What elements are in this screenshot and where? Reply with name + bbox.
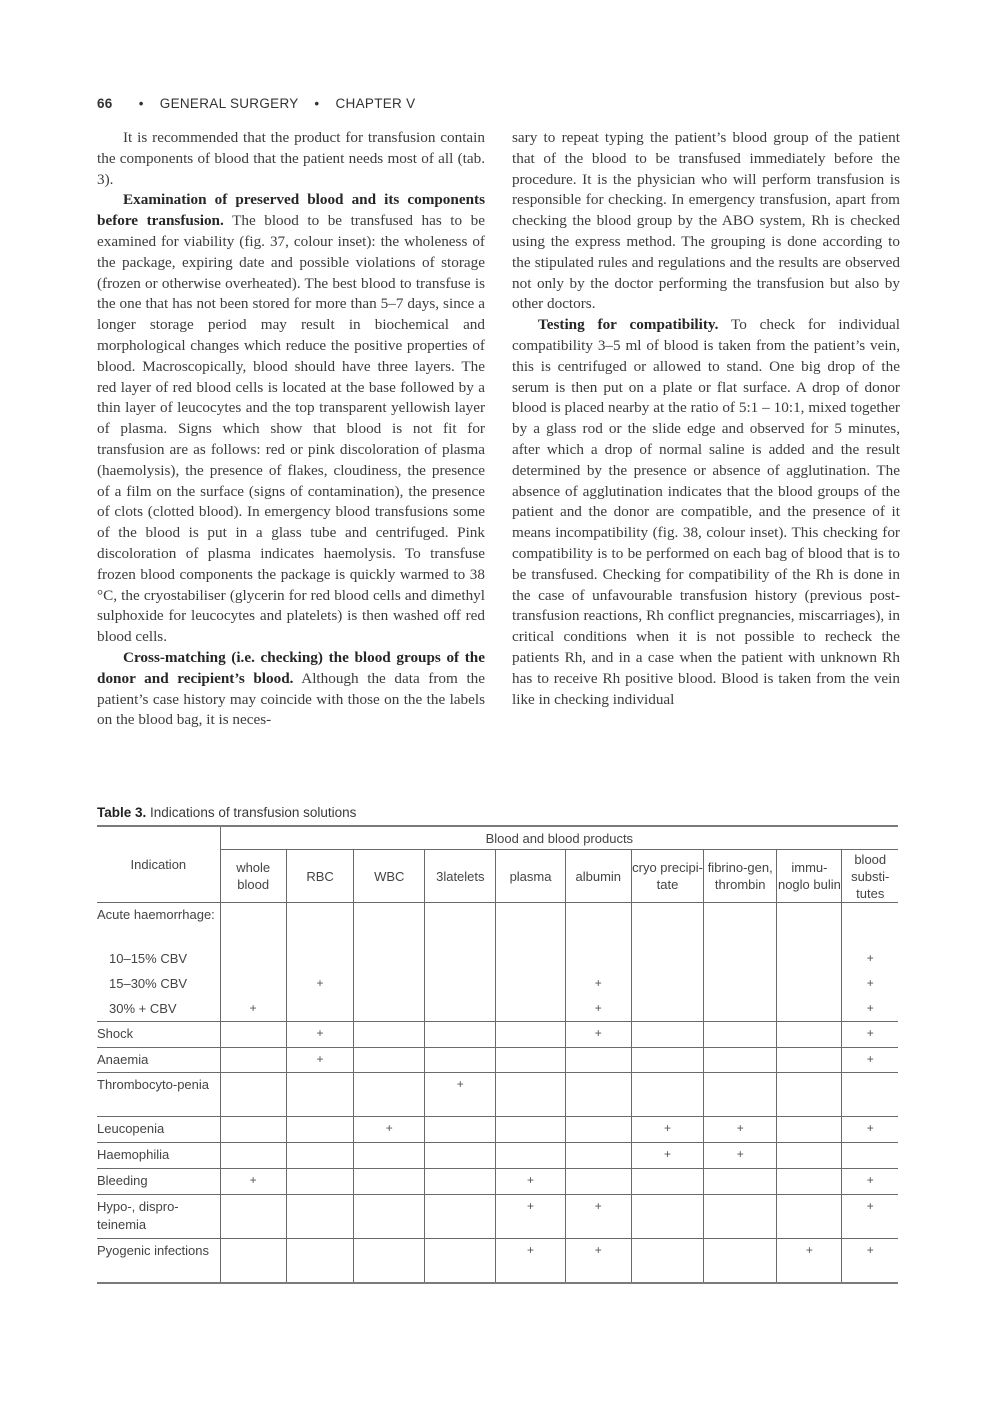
indicated-mark: + [777, 1239, 842, 1283]
empty-cell [354, 947, 425, 972]
empty-cell [565, 1143, 631, 1169]
empty-cell [286, 1195, 354, 1239]
empty-cell [354, 903, 425, 947]
empty-cell [704, 1022, 777, 1048]
table-row [97, 1073, 898, 1117]
empty-cell [777, 903, 842, 947]
empty-cell [425, 1143, 496, 1169]
empty-cell [496, 1117, 565, 1143]
empty-cell [220, 972, 286, 997]
empty-cell [425, 997, 496, 1022]
empty-cell [777, 1143, 842, 1169]
empty-cell [631, 903, 703, 947]
indicated-mark: + [704, 1117, 777, 1143]
empty-cell [220, 947, 286, 972]
empty-cell [704, 997, 777, 1022]
left-text-column [97, 128, 485, 731]
empty-cell [425, 1117, 496, 1143]
empty-cell [777, 1117, 842, 1143]
indicated-mark: + [496, 1239, 565, 1283]
empty-cell [704, 947, 777, 972]
indication-cell: 30% + CBV [97, 997, 220, 1022]
table-caption [97, 805, 356, 820]
empty-cell [354, 1195, 425, 1239]
table-row [97, 1195, 898, 1239]
table-row [97, 903, 898, 947]
indicated-mark: + [842, 972, 898, 997]
indicated-mark: + [842, 1169, 898, 1195]
transfusion-indications-table [97, 825, 898, 1284]
column-header: RBC [286, 850, 354, 903]
indicated-mark: + [565, 1022, 631, 1048]
indicated-mark: + [842, 1117, 898, 1143]
empty-cell [220, 1117, 286, 1143]
column-header: whole blood [220, 850, 286, 903]
indicated-mark: + [220, 997, 286, 1022]
empty-cell [631, 1169, 703, 1195]
empty-cell [777, 1169, 842, 1195]
empty-cell [286, 1143, 354, 1169]
indicated-mark: + [286, 1022, 354, 1048]
table-row [97, 972, 898, 997]
empty-cell [777, 1195, 842, 1239]
indicated-mark: + [496, 1195, 565, 1239]
empty-cell [777, 1048, 842, 1073]
chapter-label: CHAPTER V [335, 96, 416, 111]
indication-cell: Leucopenia [97, 1117, 220, 1143]
indication-cell: Thrombocyto-penia [97, 1073, 220, 1117]
indicated-mark: + [565, 1239, 631, 1283]
empty-cell [704, 972, 777, 997]
empty-cell [704, 1073, 777, 1117]
table-row [97, 1239, 898, 1283]
empty-cell [220, 1239, 286, 1283]
empty-cell [496, 1143, 565, 1169]
indicated-mark: + [286, 1048, 354, 1073]
header-bullet: • [138, 96, 144, 111]
table-title: Indications of transfusion solutions [146, 805, 357, 820]
column-header: albumin [565, 850, 631, 903]
empty-cell [704, 1239, 777, 1283]
empty-cell [631, 997, 703, 1022]
empty-cell [565, 1117, 631, 1143]
indication-cell: Hypo-, dispro-teinemia [97, 1195, 220, 1239]
indicated-mark: + [842, 1239, 898, 1283]
empty-cell [565, 903, 631, 947]
empty-cell [220, 903, 286, 947]
empty-cell [425, 972, 496, 997]
indicated-mark: + [565, 972, 631, 997]
indicated-mark: + [631, 1143, 703, 1169]
empty-cell [631, 1022, 703, 1048]
column-header-indication: Indication [97, 826, 220, 903]
empty-cell [286, 997, 354, 1022]
table-label: Table 3. [97, 805, 147, 820]
indicated-mark: + [842, 1195, 898, 1239]
empty-cell [631, 1073, 703, 1117]
indicated-mark: + [842, 997, 898, 1022]
table-row [97, 947, 898, 972]
empty-cell [777, 1022, 842, 1048]
empty-cell [286, 1169, 354, 1195]
empty-cell [777, 947, 842, 972]
indication-cell: Pyogenic infections [97, 1239, 220, 1283]
empty-cell [425, 1048, 496, 1073]
indication-cell: Acute haemorrhage: [97, 903, 220, 947]
paragraph: Testing for compatibility. To check for individual compatibility 3–5 ml of blood is taken from the patient’s vein, this is centrifuged or allowed to stand. One big drop of the serum is then put on a plate or flat surface. A drop of donor blood is placed nearby at the ratio of 5:1 – 10:1, mixed together by a glass rod or the slide edge and observed for 5 minutes, after which a drop of normal saline is added and the result determined by the presence or absence of agglutination. The absence of agglutination indicates that the blood groups of the patient and the donor are compatible, and the presence of it means incompatibility (fig. 38, colour inset). This checking for compatibility is to be performed on each bag of blood that is to be transfused. Checking for compatibility of the Rh is done in the case of unfavourable transfusion history (previous post-transfusion reactions, Rh conflict pregnancies, miscarriages), in critical conditions when it is not possible to recheck the patients Rh, and in a case when the patient with unknown Rh has to receive Rh positive blood. Blood is taken from the vein like in checking individual [512, 316, 900, 708]
empty-cell [496, 903, 565, 947]
empty-cell [425, 1239, 496, 1283]
paragraph-heading: Cross-matching (i.e. checking) the blood groups of the donor and recipient’s blood. [97, 648, 485, 687]
indicated-mark: + [496, 1169, 565, 1195]
empty-cell [220, 1073, 286, 1117]
column-header: fibrino-gen, thrombin [704, 850, 777, 903]
empty-cell [425, 1169, 496, 1195]
indicated-mark: + [842, 947, 898, 972]
indicated-mark: + [565, 997, 631, 1022]
empty-cell [777, 1073, 842, 1117]
book-title: GENERAL SURGERY [159, 96, 299, 111]
empty-cell [704, 903, 777, 947]
column-header: 3latelets [425, 850, 496, 903]
empty-cell [286, 1117, 354, 1143]
indicated-mark: + [354, 1117, 425, 1143]
empty-cell [631, 1239, 703, 1283]
indicated-mark: + [286, 972, 354, 997]
header-bullet: • [314, 96, 320, 111]
indication-cell: 10–15% CBV [97, 947, 220, 972]
empty-cell [565, 1073, 631, 1117]
empty-cell [220, 1195, 286, 1239]
paragraph: sary to repeat typing the patient’s blood group of the patient that of the blood to be transfused immediately before the procedure. It is the physician who will perform transfusion is responsible for checking. In emergency transfusion, apart from checking the blood group by the ABO system, Rh is checked using the express method. The grouping is done according to the stipulated rules and regulations and the results are observed not only by the doctor performing the transfusion but also by other doctors. [512, 129, 900, 313]
empty-cell [496, 1048, 565, 1073]
empty-cell [631, 947, 703, 972]
empty-cell [565, 947, 631, 972]
column-group-header: Blood and blood products [220, 826, 898, 850]
paragraph: It is recommended that the product for transfusion contain the components of blood that the patient needs most of all (tab. 3). [97, 129, 485, 188]
indicated-mark: + [220, 1169, 286, 1195]
empty-cell [496, 1073, 565, 1117]
empty-cell [354, 1073, 425, 1117]
empty-cell [286, 947, 354, 972]
column-header: cryo precipi-tate [631, 850, 703, 903]
table-row [97, 1169, 898, 1195]
empty-cell [496, 997, 565, 1022]
empty-cell [425, 1022, 496, 1048]
indicated-mark: + [842, 1022, 898, 1048]
empty-cell [704, 1048, 777, 1073]
page-number: 66 [97, 96, 113, 111]
column-header: WBC [354, 850, 425, 903]
indication-cell: 15–30% CBV [97, 972, 220, 997]
empty-cell [425, 947, 496, 972]
column-header: plasma [496, 850, 565, 903]
table-row [97, 1048, 898, 1073]
empty-cell [220, 1143, 286, 1169]
empty-cell [842, 1073, 898, 1117]
empty-cell [354, 1022, 425, 1048]
empty-cell [354, 972, 425, 997]
empty-cell [496, 1022, 565, 1048]
empty-cell [286, 1239, 354, 1283]
empty-cell [704, 1169, 777, 1195]
empty-cell [220, 1048, 286, 1073]
empty-cell [565, 1048, 631, 1073]
empty-cell [354, 1143, 425, 1169]
empty-cell [286, 1073, 354, 1117]
table-row [97, 1022, 898, 1048]
right-text-column [512, 128, 900, 710]
indicated-mark: + [631, 1117, 703, 1143]
empty-cell [496, 947, 565, 972]
empty-cell [354, 997, 425, 1022]
table-row [97, 997, 898, 1022]
empty-cell [704, 1195, 777, 1239]
indicated-mark: + [842, 1048, 898, 1073]
empty-cell [220, 1022, 286, 1048]
indicated-mark: + [425, 1073, 496, 1117]
paragraph: Cross-matching (i.e. checking) the blood groups of the donor and recipient’s blood. Although the data from the patient’s case history may coincide with those on the the labels on the blood bag, it is neces- [97, 648, 485, 729]
column-header: blood substi-tutes [842, 850, 898, 903]
indicated-mark: + [704, 1143, 777, 1169]
paragraph-heading: Examination of preserved blood and its components before transfusion. [97, 191, 485, 230]
empty-cell [777, 972, 842, 997]
table-row [97, 1143, 898, 1169]
indication-cell: Anaemia [97, 1048, 220, 1073]
indication-cell: Bleeding [97, 1169, 220, 1195]
empty-cell [354, 1048, 425, 1073]
paragraph: Examination of preserved blood and its components before transfusion. The blood to be transfused has to be examined for viability (fig. 37, colour inset): the wholeness of the package, expiring date and possible violations of storage (frozen or otherwise overheated). The best blood to transfuse is the one that has not been stored for more than 5–7 days, since a longer storage period may result in biochemical and morphological changes which reduce the positive properties of blood. Macroscopically, blood should have three layers. The red layer of red blood cells is located at the base followed by a thin layer of leucocytes and the top transparent yellowish layer of plasma. Signs which show that blood is not fit for transfusion are as follows: red or pink discoloration of plasma (haemolysis), the presence of flakes, cloudiness, the presence of a film on the surface (signs of contamination), the presence of clots (clotted blood). In emergency blood transfusions some of the blood is put in a glass tube and centrifuged. Pink discoloration of plasma indicates haemolysis. To transfuse frozen blood components the package is quickly warmed to 38 °C, the cryostabiliser (glycerin for red blood cells and dimethyl sulphoxide for leucocytes and platelets) is then washed off red blood cells. [97, 191, 485, 646]
empty-cell [425, 903, 496, 947]
empty-cell [631, 1048, 703, 1073]
empty-cell [777, 997, 842, 1022]
paragraph-heading: Testing for compatibility. [538, 316, 719, 334]
empty-cell [496, 972, 565, 997]
empty-cell [286, 903, 354, 947]
empty-cell [425, 1195, 496, 1239]
column-header: immu-noglo bulin [777, 850, 842, 903]
running-header [97, 96, 415, 111]
empty-cell [631, 972, 703, 997]
empty-cell [354, 1239, 425, 1283]
empty-cell [631, 1195, 703, 1239]
empty-cell [565, 1169, 631, 1195]
indication-cell: Haemophilia [97, 1143, 220, 1169]
indication-cell: Shock [97, 1022, 220, 1048]
indicated-mark: + [565, 1195, 631, 1239]
table-row [97, 1117, 898, 1143]
empty-cell [354, 1169, 425, 1195]
empty-cell [842, 903, 898, 947]
empty-cell [842, 1143, 898, 1169]
